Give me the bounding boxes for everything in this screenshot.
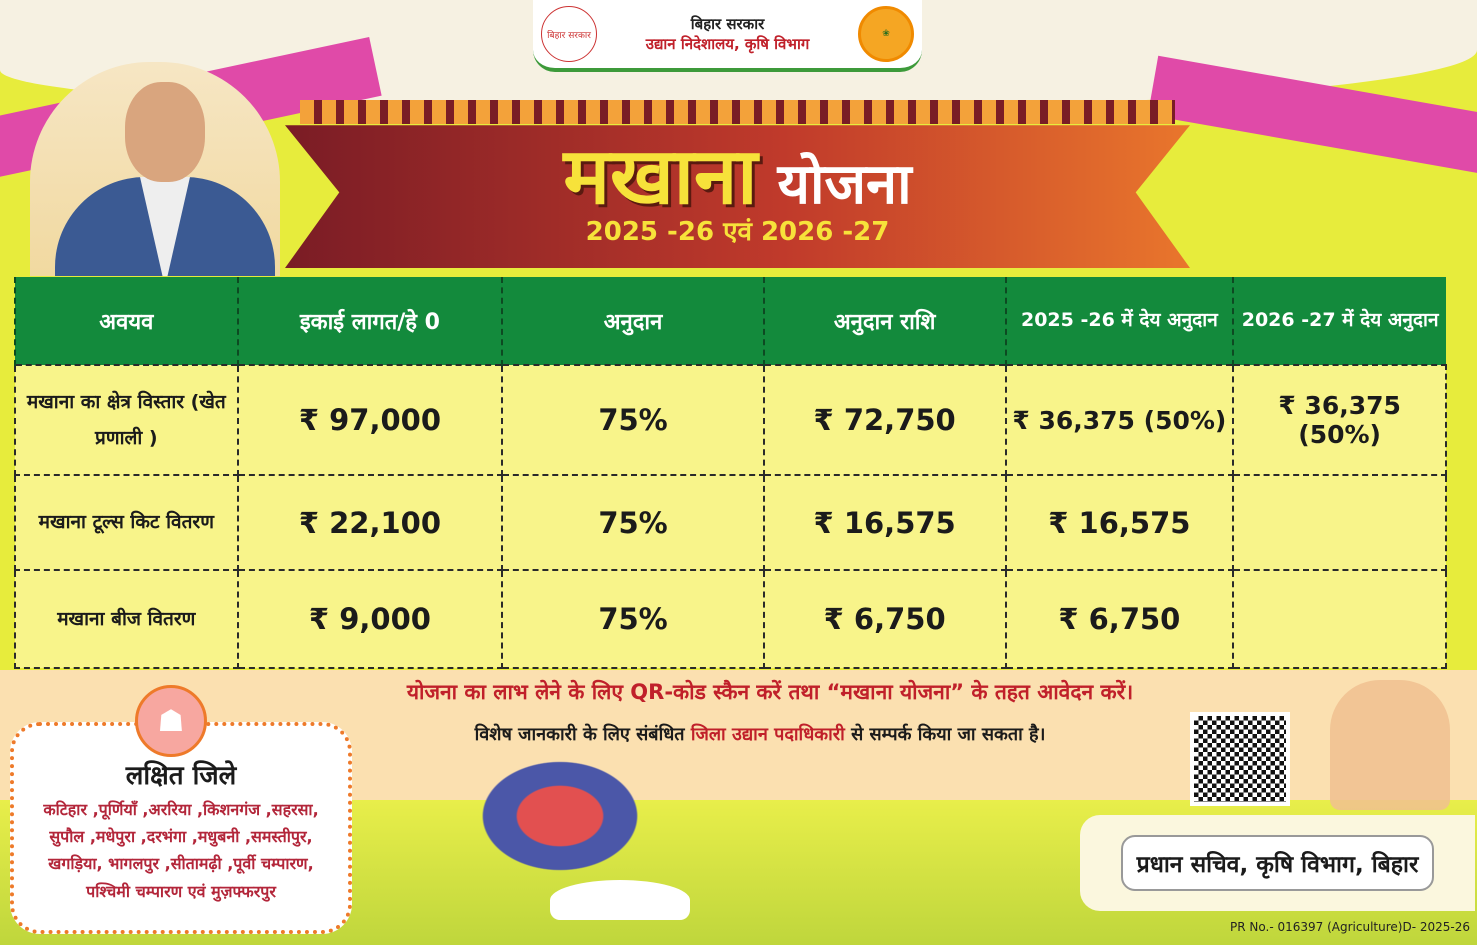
- emblem-label: बिहार सरकार: [547, 30, 591, 41]
- pr-number: PR No.- 016397 (Agriculture)D- 2025-26: [1230, 920, 1470, 934]
- table-row: [15, 475, 1446, 570]
- col-header: 2026 -27 में देय अनुदान: [1233, 277, 1446, 365]
- cell-2026: ₹ 36,375 (50%): [1233, 365, 1446, 475]
- subtitle: 2025 -26 एवं 2026 -27: [585, 217, 890, 247]
- subsidy-table: [14, 277, 1447, 669]
- cell-unit-cost: ₹ 97,000: [238, 365, 503, 475]
- district-line: पश्चिमी चम्पारण एवं मुज़फ्फरपुर: [86, 881, 276, 901]
- districts-title: लक्षित जिले: [125, 761, 237, 791]
- district-line: कटिहार ,पूर्णियाँ ,अररिया ,किशनगंज ,सहरसा,: [43, 800, 319, 819]
- cell-amount: ₹ 6,750: [764, 570, 1006, 668]
- horticulture-logo: ❀: [858, 6, 914, 62]
- cell-unit-cost: ₹ 9,000: [238, 570, 503, 668]
- cell-2026: [1233, 570, 1446, 668]
- header-line1: बिहार सरकार: [690, 15, 765, 33]
- cell-2025: ₹ 6,750: [1006, 570, 1234, 668]
- cell-unit-cost: ₹ 22,100: [238, 475, 503, 570]
- col-header: इकाई लागत/हे 0: [238, 277, 503, 365]
- bihar-emblem-logo: [541, 6, 597, 62]
- cell-subsidy: 75%: [502, 365, 764, 475]
- cell-amount: ₹ 16,575: [764, 475, 1006, 570]
- qr-instruction: योजना का लाभ लेने के लिए QR-कोड स्कैन करें तथा “मखाना योजना” के तहत आवेदन करें।: [406, 680, 1134, 704]
- header: [533, 0, 922, 72]
- col-header: अवयव: [15, 277, 238, 365]
- title-main: मखाना: [563, 132, 758, 222]
- table-header-row: [15, 277, 1446, 365]
- contact-note-b: से सम्पर्क किया जा सकता है।: [844, 724, 1046, 745]
- header-line2: उद्यान निदेशालय, कृषि विभाग: [645, 35, 810, 53]
- col-header: 2025 -26 में देय अनुदान: [1006, 277, 1234, 365]
- cell-2026: [1233, 475, 1446, 570]
- cell-amount: ₹ 72,750: [764, 365, 1006, 475]
- cell-2025: ₹ 36,375 (50%): [1006, 365, 1234, 475]
- col-header: अनुदान राशि: [764, 277, 1006, 365]
- cell-2025: ₹ 16,575: [1006, 475, 1234, 570]
- cell-subsidy: 75%: [502, 570, 764, 668]
- district-line: सुपौल ,मधेपुरा ,दरभंगा ,मधुबनी ,समस्तीपुर,: [49, 827, 313, 847]
- woman-illustration: [1330, 680, 1450, 810]
- page-title: [285, 120, 1190, 226]
- col-header: अनुदान: [502, 277, 764, 365]
- bihar-map-icon: ☗: [135, 685, 207, 757]
- title-second: योजना: [777, 152, 912, 217]
- cell-item: मखाना का क्षेत्र विस्तार (खेत प्रणाली ): [15, 365, 238, 475]
- table-row: [15, 570, 1446, 668]
- cell-subsidy: 75%: [502, 475, 764, 570]
- contact-officer: जिला उद्यान पदाधिकारी: [690, 724, 845, 745]
- signature-panel: [1080, 815, 1475, 911]
- signature: प्रधान सचिव, कृषि विभाग, बिहार: [1121, 835, 1435, 891]
- cell-item: मखाना टूल्स किट वितरण: [15, 475, 238, 570]
- cell-item: मखाना बीज वितरण: [15, 570, 238, 668]
- table-row: [15, 365, 1446, 475]
- district-line: खगड़िया, भागलपुर ,सीतामढ़ी ,पूर्वी चम्पारण,: [48, 854, 314, 874]
- makhana-pile-illustration: [550, 880, 690, 920]
- portrait-image: [30, 62, 280, 276]
- farmer-illustration: [480, 760, 680, 900]
- contact-note: [350, 722, 1170, 746]
- contact-note-a: विशेष जानकारी के लिए संबंधित: [474, 724, 691, 745]
- qr-code[interactable]: [1190, 712, 1290, 806]
